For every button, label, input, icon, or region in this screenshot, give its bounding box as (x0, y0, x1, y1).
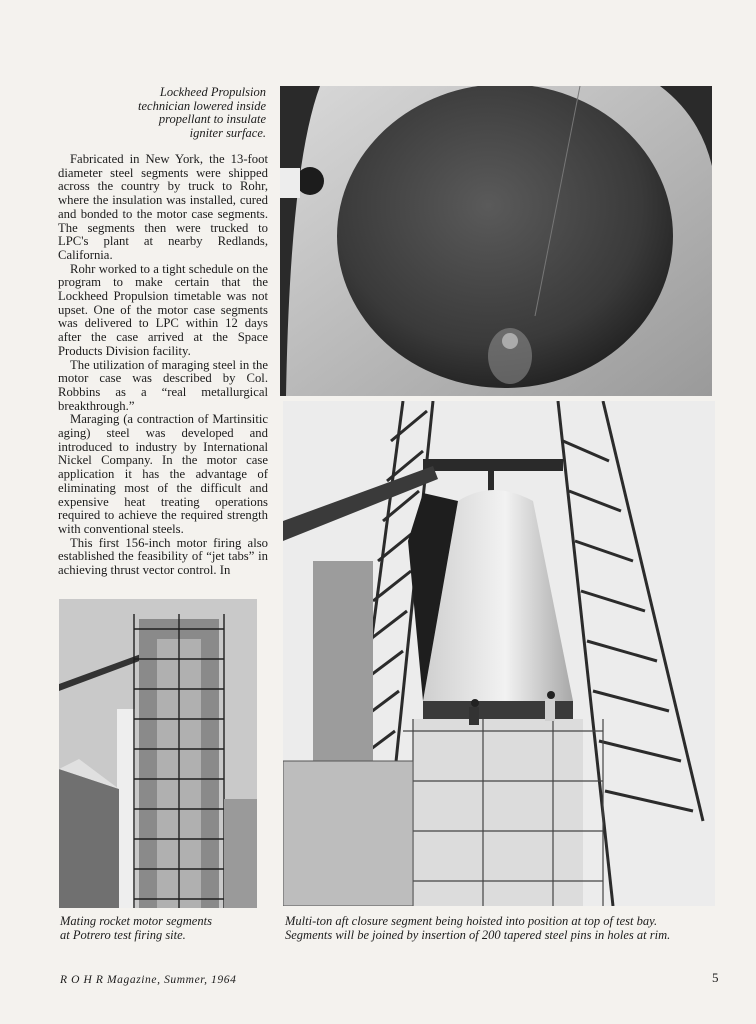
caption-line: Mating rocket motor segments (60, 914, 212, 928)
page-number: 5 (712, 970, 719, 985)
caption-line: Segments will be joined by insertion of 200 tapered steel pins in holes at rim. (285, 928, 671, 942)
hoist-photo-caption (285, 914, 725, 942)
article-paragraph: The utilization of maraging steel in the motor case was described by Col. Robbins as a “real metallurgical breakthrough.” (58, 357, 268, 413)
article-paragraph: Fabricated in New York, the 13-foot diameter steel segments were shipped across the country by truck to Rohr, where the insulation was installed, cured and bonded to the motor case segments. The segments then were trucked to LPC's plant at nearby Redlands, California. (58, 152, 268, 262)
article-paragraph: This first 156-inch motor firing also established the feasibility of “jet tabs” in achieving thrust vector control. In (58, 535, 268, 578)
page-footer: R O H R Magazine, Summer, 1964 (60, 974, 237, 986)
caption-line: Multi-ton aft closure segment being hoisted into position at top of test bay. (285, 914, 658, 928)
motor-case-interior-photo (280, 86, 712, 396)
caption-line: at Potrero test firing site. (60, 928, 186, 942)
caption-line: technician lowered inside (138, 98, 266, 113)
article-column (58, 153, 268, 578)
caption-line: Lockheed Propulsion (159, 85, 266, 99)
caption-line: igniter surface. (189, 125, 266, 140)
scaffold-photo-caption (60, 914, 270, 942)
hoisting-segment-photo (283, 401, 715, 906)
scaffold-test-site-photo (59, 599, 257, 908)
article-paragraph: Rohr worked to a tight schedule on the program to make certain that the Lockheed Propulsion timetable was not upset. One of the motor case segments was delivered to LPC within 12 days after the case arrived at the Space Products Division facility. (58, 261, 268, 358)
caption-line: propellant to insulate (158, 112, 266, 126)
top-photo-caption (110, 86, 266, 140)
article-paragraph: Maraging (a contraction of Martinsitic aging) steel was developed and introduced to industry by International Nickel Company. In the motor case application it has the advantage of eliminating most of the difficult and expensive heat treating operations required to achieve the required strength with conventional steels. (58, 412, 268, 536)
